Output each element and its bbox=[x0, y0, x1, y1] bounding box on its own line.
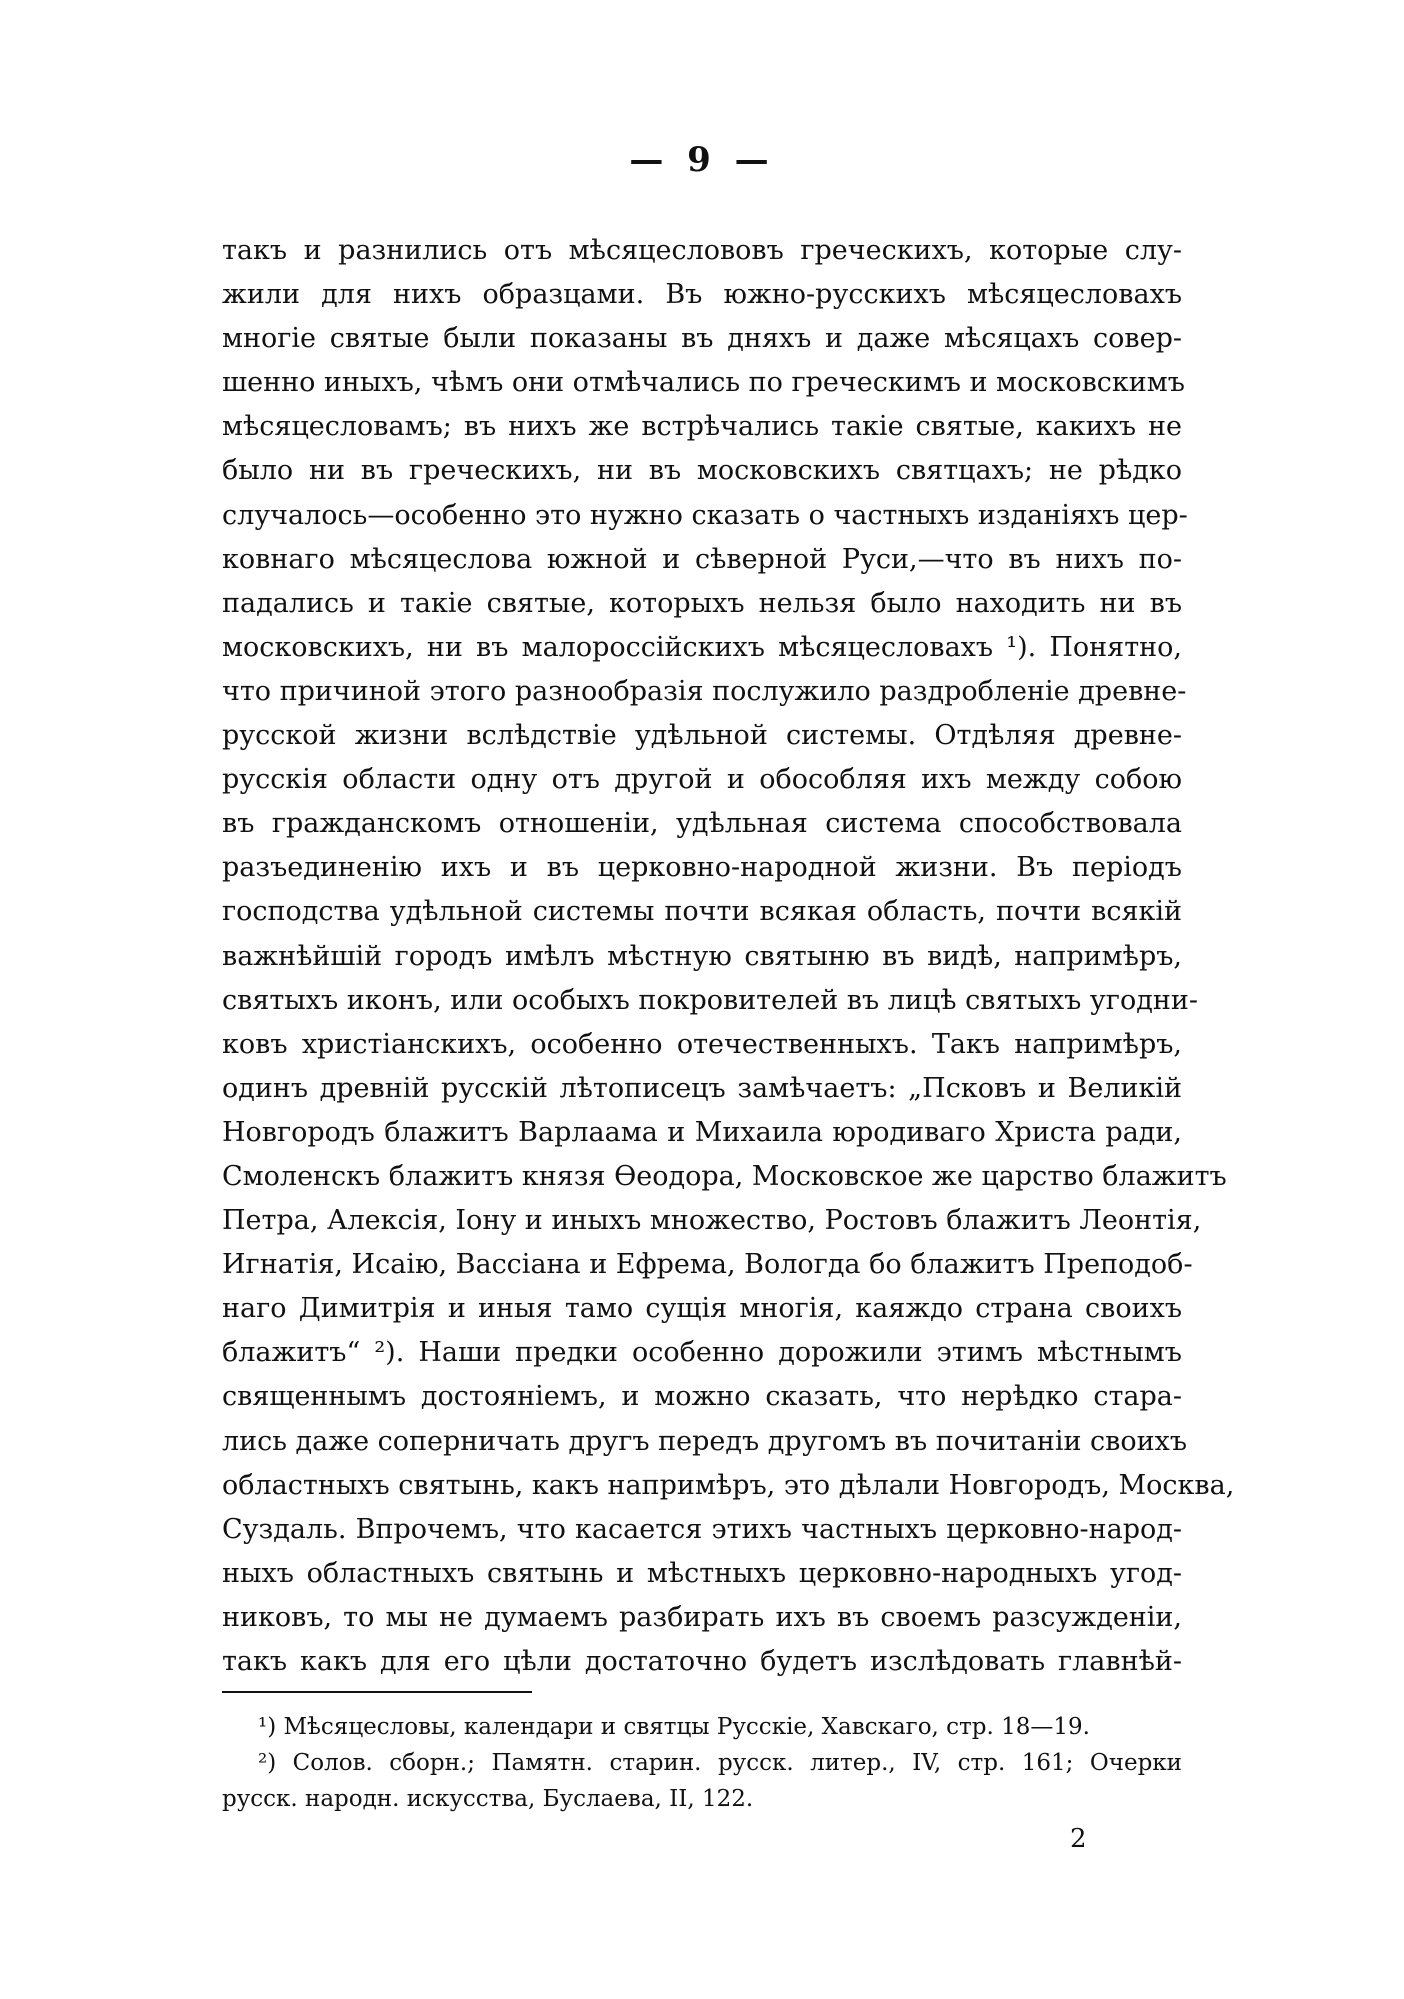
footnotes bbox=[222, 1709, 1182, 1817]
text-line: ныхъ областныхъ святынь и мѣстныхъ церковно-народныхъ угод- bbox=[222, 1557, 1182, 1589]
footnote-2-continuation: русск. народн. искусства, Буслаева, II, 122. bbox=[222, 1786, 754, 1812]
main-text bbox=[222, 229, 1235, 1684]
text-line: шенно иныхъ, чѣмъ они отмѣчались по греческимъ и московскимъ bbox=[222, 367, 1185, 399]
text-line: мѣсяцесловамъ; въ нихъ же встрѣчались такіе святые, какихъ не bbox=[222, 411, 1182, 443]
text-line: русскія области одну отъ другой и обособляя ихъ между собою bbox=[222, 764, 1182, 796]
signature-mark: 2 bbox=[1070, 1824, 1087, 1854]
text-line: было ни въ греческихъ, ни въ московскихъ святцахъ; не рѣдко bbox=[222, 455, 1182, 487]
text-line: многіе святые были показаны въ дняхъ и даже мѣсяцахъ совер- bbox=[222, 323, 1182, 355]
text-line: блажитъ“ ²). Наши предки особенно дорожили этимъ мѣстнымъ bbox=[222, 1337, 1182, 1369]
text-line: ковъ христіанскихъ, особенно отечественныхъ. Такъ напримѣръ, bbox=[222, 1028, 1182, 1060]
text-line: важнѣйшій городъ имѣлъ мѣстную святыню въ видѣ, напримѣръ, bbox=[222, 940, 1182, 972]
text-line: падались и такіе святые, которыхъ нельзя было находить ни въ bbox=[222, 587, 1182, 619]
text-line: одинъ древній русскій лѣтописецъ замѣчаетъ: „Псковъ и Великій bbox=[222, 1072, 1182, 1104]
text-line: Петра, Алексія, Іону и иныхъ множество, Ростовъ блажитъ Леонтія, bbox=[222, 1205, 1202, 1237]
text-line: святыхъ иконъ, или особыхъ покровителей въ лицѣ святыхъ угодни- bbox=[222, 984, 1198, 1016]
text-line: господства удѣльной системы почти всякая область, почти всякій bbox=[222, 896, 1182, 928]
text-line: жили для нихъ образцами. Въ южно-русскихъ мѣсяцесловахъ bbox=[222, 279, 1182, 311]
text-line: Новгородъ блажитъ Варлаама и Михаила юродиваго Христа ради, bbox=[222, 1116, 1182, 1148]
page-number: — 9 — bbox=[629, 140, 775, 180]
text-line: въ гражданскомъ отношеніи, удѣльная система способствовала bbox=[222, 808, 1182, 840]
text-line: Игнатія, Исаію, Вассіана и Ефрема, Вологда бо блажитъ Преподоб- bbox=[222, 1249, 1193, 1281]
text-line: что причиной этого разнообразія послужило раздробленіе древне- bbox=[222, 675, 1187, 707]
text-line: Суздаль. Впрочемъ, что касается этихъ частныхъ церковно-народ- bbox=[222, 1513, 1182, 1545]
text-line: разъединенію ихъ и въ церковно-народной жизни. Въ періодъ bbox=[222, 852, 1182, 884]
text-line: Смоленскъ блажитъ князя Ѳеодора, Московское же царство блажитъ bbox=[222, 1160, 1227, 1192]
text-line: областныхъ святынь, какъ напримѣръ, это дѣлали Новгородъ, Москва, bbox=[222, 1469, 1235, 1501]
footnote-divider bbox=[222, 1691, 532, 1693]
text-line: московскихъ, ни въ малороссійскихъ мѣсяцесловахъ ¹). Понятно, bbox=[222, 631, 1182, 663]
text-line: лись даже соперничать другъ передъ другомъ въ почитаніи своихъ bbox=[222, 1425, 1188, 1457]
text-line: ковнаго мѣсяцеслова южной и сѣверной Руси,—что въ нихъ по- bbox=[222, 543, 1182, 575]
footnote-2: ²) Солов. сборн.; Памятн. старин. русск. литер., IV, стр. 161; Очерки bbox=[258, 1750, 1182, 1776]
footnote-1: ¹) Мѣсяцесловы, календари и святцы Русскіе, Хавскаго, стр. 18—19. bbox=[258, 1714, 1090, 1740]
text-line: русской жизни вслѣдствіе удѣльной системы. Отдѣляя древне- bbox=[222, 720, 1182, 752]
text-line: наго Димитрія и иныя тамо сущія многія, каяждо страна своихъ bbox=[222, 1293, 1182, 1325]
text-line: никовъ, то мы не думаемъ разбирать ихъ въ своемъ разсужденіи, bbox=[222, 1601, 1182, 1633]
text-line: священнымъ достояніемъ, и можно сказать, что нерѣдко стара- bbox=[222, 1381, 1182, 1413]
text-line: такъ какъ для его цѣли достаточно будетъ изслѣдовать главнѣй- bbox=[222, 1646, 1182, 1677]
text-line: такъ и разнились отъ мѣсяцеслововъ греческихъ, которые слу- bbox=[222, 235, 1182, 266]
text-line: случалось—особенно это нужно сказать о частныхъ изданіяхъ цер- bbox=[222, 499, 1188, 531]
